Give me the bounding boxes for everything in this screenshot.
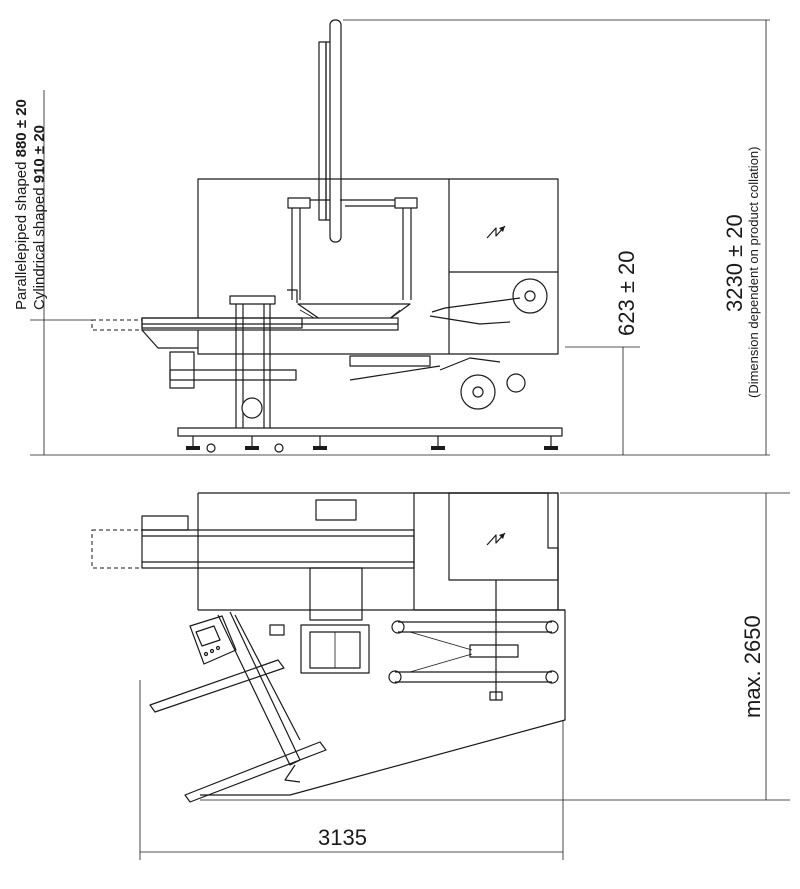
label-cylindrical: Cylindrical shaped 910 ± 20	[31, 124, 48, 310]
label-3135: 3135	[318, 825, 367, 850]
dimension-labels	[13, 99, 765, 850]
control-panel	[190, 616, 236, 664]
label-3230-note: (Dimension dependent on product collation)	[746, 146, 761, 398]
machine-plan-view	[92, 493, 565, 802]
label-2650: max. 2650	[740, 615, 765, 718]
machine-side-view	[92, 20, 562, 452]
dimension-lines	[30, 20, 790, 860]
machine-feet	[186, 436, 558, 452]
label-3230: 3230 ± 20	[722, 214, 747, 312]
label-parallelepiped: Parallelepiped shaped 880 ± 20	[13, 99, 30, 310]
label-623: 623 ± 20	[614, 250, 639, 336]
